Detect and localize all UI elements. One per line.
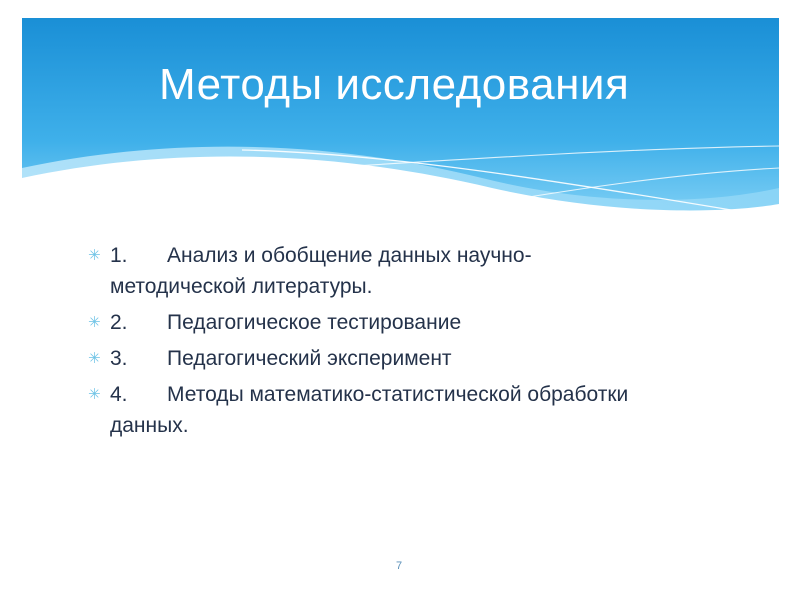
asterisk-bullet-icon: ✳ (88, 314, 101, 331)
item-number: 3. (110, 347, 128, 370)
list-item (88, 379, 648, 441)
methods-list (88, 240, 648, 446)
list-item (88, 240, 648, 302)
asterisk-bullet-icon: ✳ (88, 386, 101, 403)
asterisk-bullet-icon: ✳ (88, 247, 101, 264)
item-number: 1. (110, 244, 128, 267)
item-number: 2. (110, 311, 128, 334)
item-text: Педагогический эксперимент (167, 347, 452, 370)
list-item (88, 343, 648, 374)
wave-background (22, 18, 779, 223)
slide-title: Методы исследования (159, 60, 630, 109)
item-number: 4. (110, 383, 128, 406)
asterisk-bullet-icon: ✳ (88, 350, 101, 367)
item-text: Методы математико-статистической обработки данных. (110, 383, 629, 437)
page-number: 7 (396, 560, 403, 572)
list-item (88, 307, 648, 338)
item-text: Педагогическое тестирование (167, 311, 462, 334)
item-text: Анализ и обобщение данных научно-методической литературы. (110, 244, 532, 298)
header-banner (22, 18, 779, 223)
